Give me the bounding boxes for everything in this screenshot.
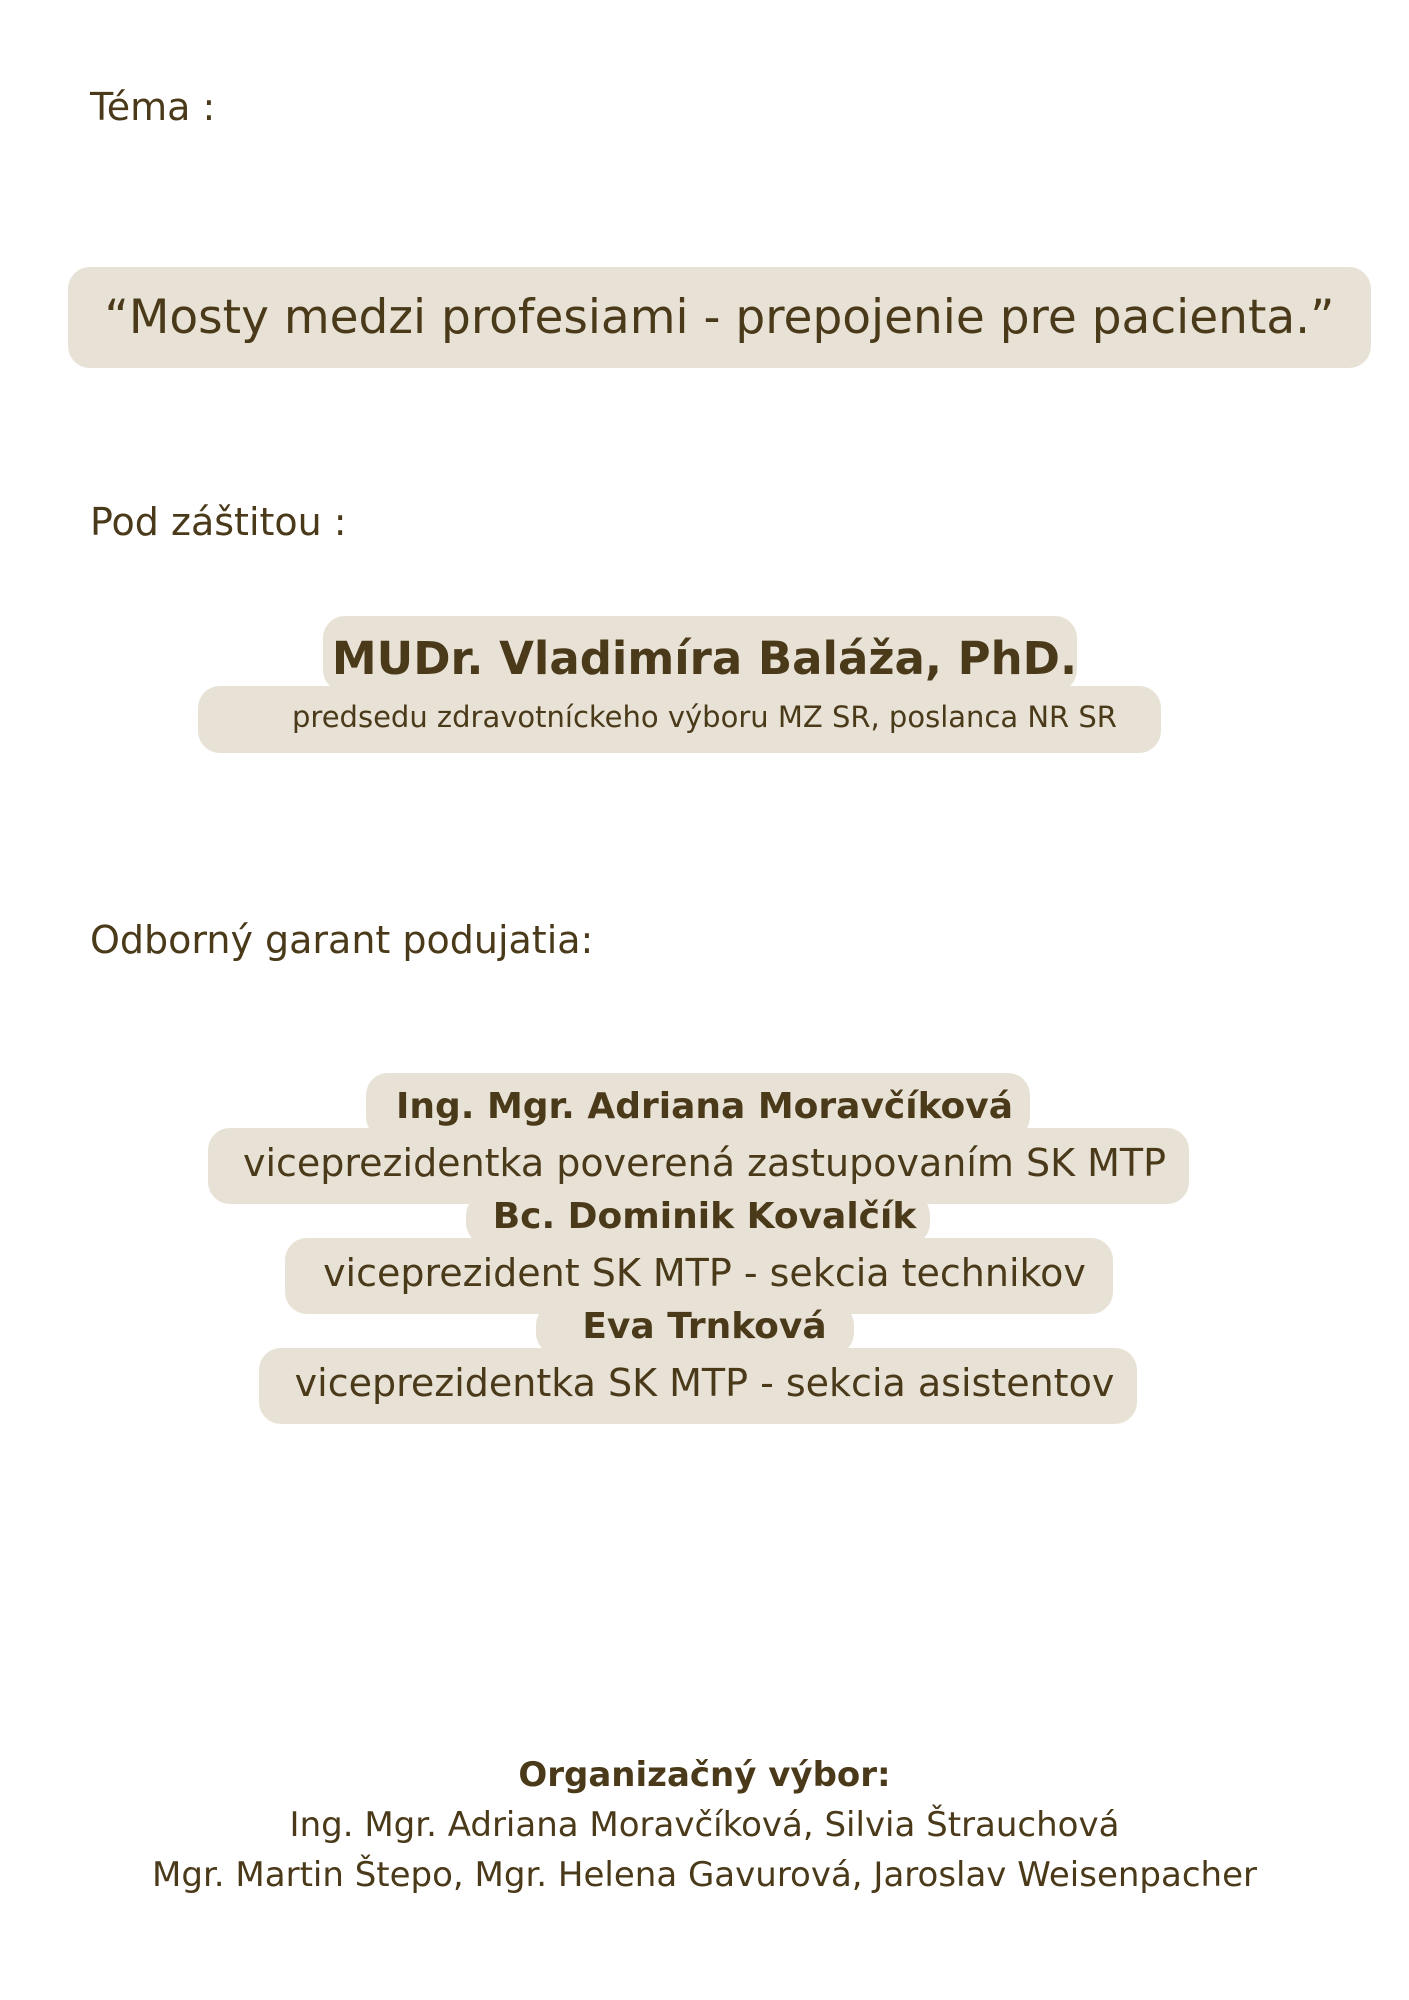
guarantee-person-2-role: viceprezident SK MTP - sekcia technikov [323, 1251, 1086, 1295]
guarantee-person-2-name: Bc. Dominik Kovalčík [492, 1196, 917, 1237]
guarantee-person-1-name: Ing. Mgr. Adriana Moravčíková [395, 1086, 1014, 1127]
patronage-name: MUDr. Vladimíra Baláža, PhD. [331, 632, 1078, 685]
patronage-role: predsedu zdravotníckeho výboru MZ SR, poslanca NR SR [292, 700, 1117, 734]
guarantee-person-1-role: viceprezidentka poverená zastupovaním SK MTP [242, 1141, 1167, 1185]
patronage-label: Pod záštitou : [90, 500, 347, 544]
guarantee-label: Odborný garant podujatia: [90, 918, 594, 962]
theme-title: “Mosty medzi profesiami - prepojenie pre pacienta.” [104, 290, 1335, 345]
committee-line-1: Ing. Mgr. Adriana Moravčíková, Silvia Štrauchová [289, 1805, 1120, 1845]
committee-label: Organizačný výbor: [518, 1755, 891, 1795]
guarantee-person-3-role: viceprezidentka SK MTP - sekcia asistentov [294, 1361, 1115, 1405]
guarantee-person-3-name: Eva Trnková [582, 1306, 827, 1347]
committee-line-2: Mgr. Martin Štepo, Mgr. Helena Gavurová, Jaroslav Weisenpacher [152, 1855, 1257, 1895]
theme-label: Téma : [90, 85, 216, 129]
